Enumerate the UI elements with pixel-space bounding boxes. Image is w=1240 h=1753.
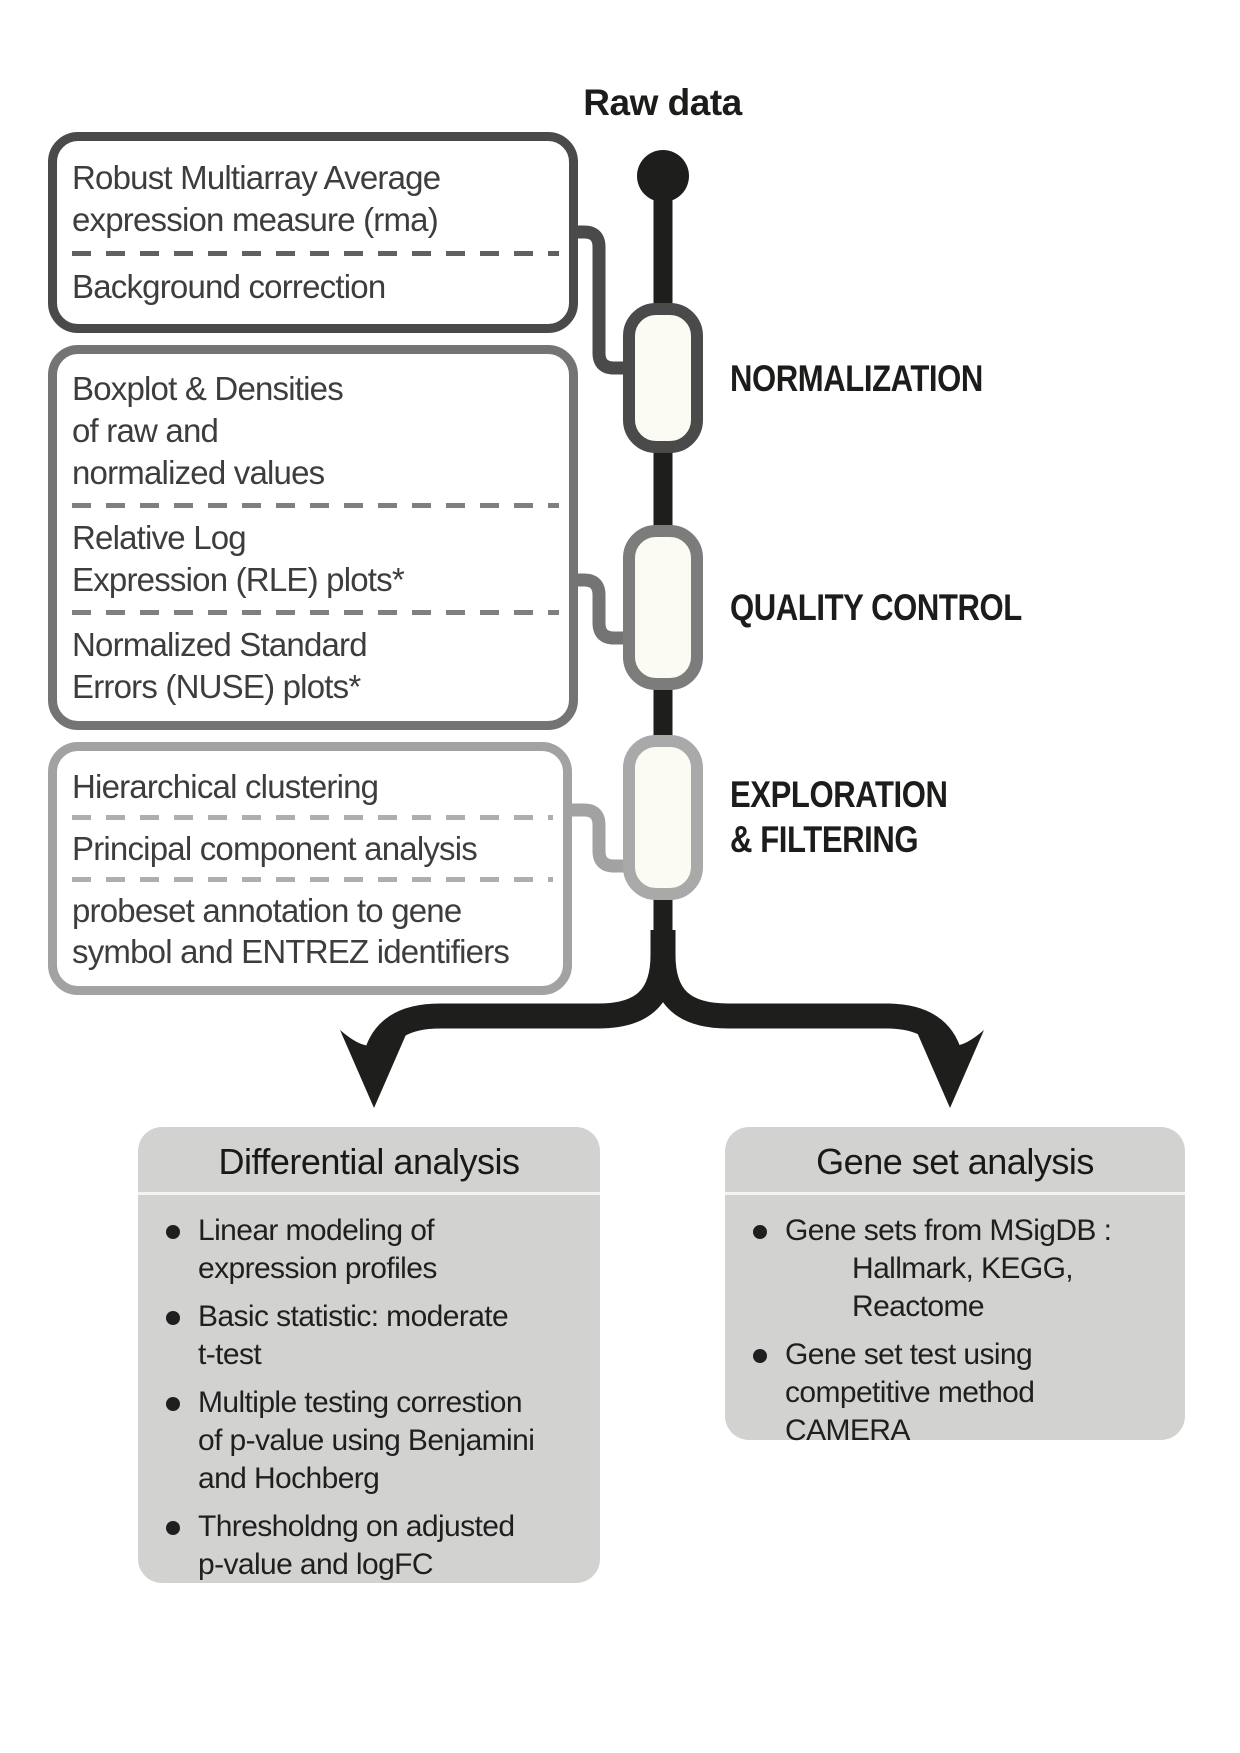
fork-right-branch	[663, 930, 950, 1056]
bullet-line: expression profiles	[198, 1252, 437, 1285]
step-line: Relative Log	[72, 518, 246, 556]
bullet-icon	[753, 1349, 767, 1363]
steps-box-normalization	[48, 132, 578, 333]
step-line: Normalized Standard	[72, 625, 367, 663]
step-item	[72, 266, 561, 308]
step-item	[72, 766, 555, 807]
dashed-divider	[72, 815, 553, 820]
step-item	[72, 624, 561, 708]
raw-data-dot-icon	[637, 150, 689, 202]
dashed-divider	[72, 503, 559, 508]
step-item	[72, 368, 561, 494]
capsule-exploration	[629, 741, 697, 894]
capsule-quality-control	[629, 531, 697, 684]
step-line: expression measure (rma)	[72, 201, 438, 238]
dashed-divider	[72, 610, 559, 615]
capsule-normalization	[629, 309, 697, 447]
step-line: Background correction	[72, 268, 386, 305]
step-line: Principal component analysis	[72, 829, 477, 867]
bullet-line: p-value and logFC	[198, 1548, 433, 1581]
bullet-icon	[166, 1225, 180, 1239]
step-line: Boxplot & Densities	[72, 369, 343, 407]
stage-label-exploration	[730, 772, 948, 862]
bullet-line: Linear modeling of	[198, 1214, 435, 1247]
bullet-line: Multiple testing correstion	[198, 1386, 522, 1419]
bullet-icon	[753, 1225, 767, 1239]
bullet-line: Thresholdng on adjusted	[198, 1510, 515, 1543]
bullet-line: Basic statistic: moderate	[198, 1300, 509, 1333]
steps-box-exploration	[48, 742, 572, 995]
step-line: normalized values	[72, 453, 325, 491]
bullet-icon	[166, 1311, 180, 1325]
bullet-line: CAMERA	[785, 1414, 910, 1447]
panel-gene-set-analysis	[725, 1127, 1185, 1447]
bullet-line: Hallmark, KEGG,	[852, 1252, 1074, 1285]
bullet-line: and Hochberg	[198, 1462, 380, 1495]
bullet-line: t-test	[198, 1338, 262, 1371]
stage-label-line: EXPLORATION	[730, 774, 948, 815]
bullet-icon	[166, 1521, 180, 1535]
steps-box-quality-control	[48, 345, 578, 730]
bullet-item	[166, 1298, 590, 1374]
bullet-list	[725, 1195, 1185, 1450]
raw-data-label: Raw data	[583, 82, 742, 123]
stage-label-normalization: NORMALIZATION	[730, 358, 983, 399]
step-item	[72, 890, 555, 972]
bullet-item	[166, 1508, 590, 1584]
stage-label-quality-control: QUALITY CONTROL	[730, 587, 1022, 628]
panel-title: Differential analysis	[218, 1141, 520, 1182]
step-item	[72, 517, 561, 601]
bullet-line: Gene sets from MSigDB :	[785, 1214, 1112, 1247]
panel-title: Gene set analysis	[816, 1141, 1094, 1182]
bullet-item	[753, 1212, 1175, 1326]
dashed-divider	[72, 251, 559, 256]
stage-label-line: & FILTERING	[730, 819, 919, 860]
bullet-line: competitive method	[785, 1376, 1035, 1409]
bullet-line: Reactome	[852, 1290, 984, 1323]
step-line: of raw and	[72, 411, 219, 449]
step-line: probeset annotation to gene	[72, 891, 462, 929]
bullet-icon	[166, 1397, 180, 1411]
step-line: Hierarchical clustering	[72, 767, 379, 805]
step-line: Robust Multiarray Average	[72, 159, 441, 196]
bullet-item	[753, 1336, 1175, 1450]
bullet-item	[166, 1212, 590, 1288]
step-item	[72, 157, 561, 241]
bullet-list	[138, 1195, 600, 1584]
bullet-line: Gene set test using	[785, 1338, 1033, 1371]
dashed-divider	[72, 877, 553, 882]
step-line: Errors (NUSE) plots*	[72, 667, 361, 705]
step-line: symbol and ENTREZ identifiers	[72, 932, 510, 970]
panel-differential-analysis	[138, 1127, 600, 1583]
bullet-line: of p-value using Benjamini	[198, 1424, 535, 1457]
bullet-item	[166, 1384, 590, 1498]
step-line: Expression (RLE) plots*	[72, 560, 404, 598]
step-item	[72, 828, 555, 869]
